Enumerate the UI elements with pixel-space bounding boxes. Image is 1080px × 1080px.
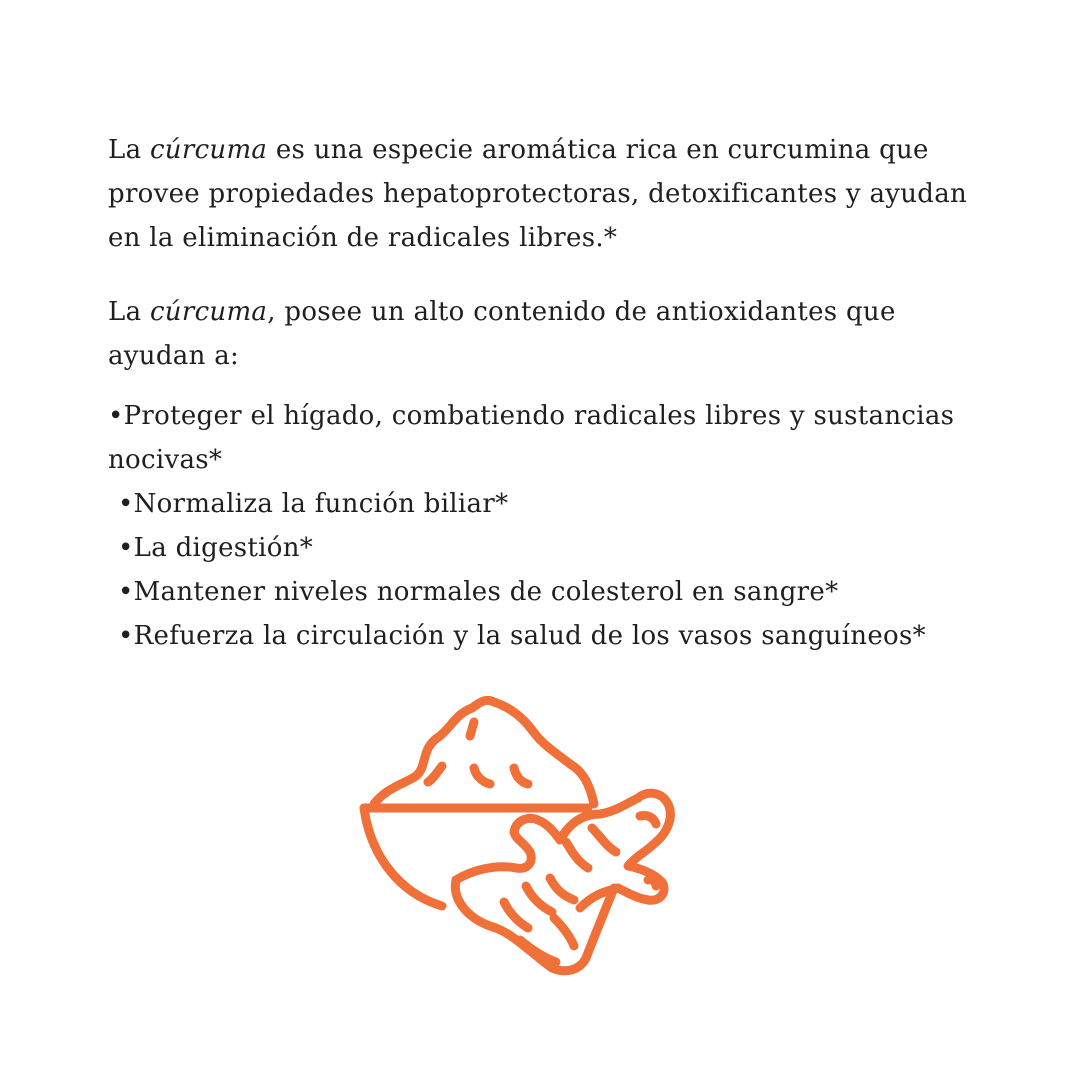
intro-2-lead: La <box>108 297 150 327</box>
benefit-item-3: •La digestión* <box>118 533 314 563</box>
benefit-item-2: •Normaliza la función biliar* <box>118 489 509 519</box>
benefit-item-5: •Refuerza la circulación y la salud de los vasos sanguíneos* <box>118 621 926 651</box>
intro-paragraph-2 <box>108 290 978 378</box>
intro-1-lead: La <box>108 135 150 165</box>
text-content <box>108 128 978 658</box>
intro-2-rest: , posee un alto contenido de antioxidantes que ayudan a: <box>108 297 896 371</box>
benefit-item-4: •Mantener niveles normales de colesterol en sangre* <box>118 577 839 607</box>
intro-1-rest: es una especie aromática rica en curcumina que provee propiedades hepatoprotectoras, detoxificantes y ayudan en la eliminación de radicales libres.* <box>108 135 968 253</box>
intro-paragraph-1 <box>108 128 978 260</box>
intro-2-term: cúrcuma <box>149 297 268 327</box>
benefit-item-1: •Proteger el hígado, combatiendo radicales libres y sustancias nocivas* <box>108 401 955 475</box>
intro-1-term: cúrcuma <box>149 135 268 165</box>
turmeric-bowl-root-icon <box>356 692 680 976</box>
benefits-list <box>108 394 978 658</box>
